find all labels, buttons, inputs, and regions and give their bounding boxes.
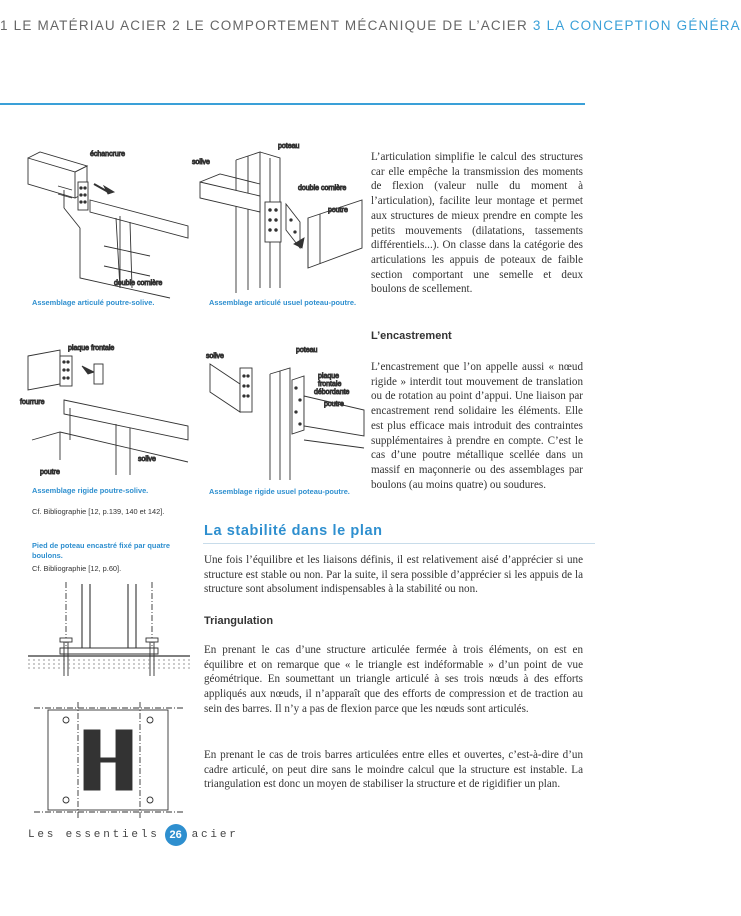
svg-text:poteau: poteau [296,347,318,354]
svg-text:solive: solive [192,159,210,166]
header-rule [0,103,585,105]
figure-articulated-beam-joist [20,138,200,298]
svg-text:plaque frontale: plaque frontale [68,345,115,352]
heading-stabilite: La stabilité dans le plan [204,523,383,539]
svg-text:fourrure: fourrure [20,399,45,406]
footer-series-subject: acier [191,829,239,841]
footer-series-title: Les essentiels [28,829,160,841]
svg-text:solive: solive [138,456,156,463]
paragraph-triangulation-2: En prenant le cas de trois barres articulées entre elles et ouvertes, c’est-à-dire d’un cadre articulé, on peut dire sans le moindre calcul que la structure est instable. La triangulation est donc un moyen de stabiliser la structure et de rigidifier un plan. [204,749,583,791]
paragraph-articulation: L’articulation simplifie le calcul des structures car elle empêche la transmission des moments de flexion (valeur nulle du moment à l’articulation), facilite leur montage et permet aux structures de mieux prendre en compte les petits mouvements (dilatations, tassements différentiels...). On classe dans la catégorie des articulations les appuis de poteaux de faible section comportant une semelle et deux boulons de scellement. [371,151,583,296]
figure-column-base-plan [20,578,198,818]
page-footer [28,823,239,847]
svg-text:échancrure: échancrure [90,151,126,158]
header-part-1: 1 LE MATÉRIAU ACIER [0,18,168,33]
fig5-bibliography: Cf. Bibliographie [12, p.60]. [32,564,122,573]
label-double-corniere-1: double cornière [114,280,163,287]
svg-text:plaque: plaque [318,373,340,380]
svg-text:double cornière: double cornière [298,185,347,192]
page-number-badge: 26 [165,824,187,846]
svg-text:poutre: poutre [324,401,344,408]
figure-rigid-column-beam [200,340,370,480]
header-part-3: 3 LA CONCEPTION GÉNÉRA [532,18,741,33]
bibliography-ref-1: Cf. Bibliographie [12, p.139, 140 et 142]. [32,507,165,516]
fig2-caption: Assemblage articulé usuel poteau-poutre. [209,298,357,307]
header-part-2: 2 LE COMPORTEMENT MÉCANIQUE DE L’ACIER [172,18,528,33]
svg-text:poutre: poutre [328,207,348,214]
heading-triangulation: Triangulation [204,615,274,627]
heading-rule [203,543,595,544]
svg-text:poteau: poteau [278,143,300,150]
svg-text:poutre: poutre [40,469,60,476]
paragraph-stabilite: Une fois l’équilibre et les liaisons définis, il est relativement aisé d’apprécier si une structure est stable ou non. Par la suite, il sera possible d’apprécier si les appuis de la structure sont absolument indispensables à la stabilité ou non. [204,554,583,596]
svg-text:débordante: débordante [314,389,350,396]
chapter-header [0,18,741,42]
svg-text:frontale: frontale [318,381,342,388]
heading-encastrement: L’encastrement [371,330,452,342]
figure-rigid-beam-joist [20,340,200,480]
fig5-caption: Pied de poteau encastré fixé par quatre boulons. [32,541,171,560]
paragraph-triangulation-1: En prenant le cas d’une structure articulée fermée à trois éléments, on est en équilibre et on remarque que « le triangle est indéformable » d’un point de vue géométrique. En soumettant un triangle articulé à ses trois nœuds à des efforts appliqués aux nœuds, il n’apparaît que des efforts de compression et de traction au sein des barres. Il n’y a pas de flexion parce que les nœuds sont articulés. [204,644,583,715]
paragraph-encastrement: L’encastrement que l’on appelle aussi « nœud rigide » interdit tout mouvement de translation ou de rotation au point d’appui. Une liaison par encastrement rend solidaire les éléments. Elle est plus efficace mais introduit des contraintes supplémentaires à prendre en compte. C’est le cas d’une poutre métallique scellée dans un massif en maçonnerie ou des assemblages par boulons (au moins quatre) ou soudures. [371,361,583,491]
fig3-caption: Assemblage rigide poutre-solive. [32,486,149,495]
fig4-caption: Assemblage rigide usuel poteau-poutre. [209,487,350,496]
fig1-caption: Assemblage articulé poutre-solive. [32,298,155,307]
svg-text:solive: solive [206,353,224,360]
figure-articulated-column-beam [190,138,370,298]
